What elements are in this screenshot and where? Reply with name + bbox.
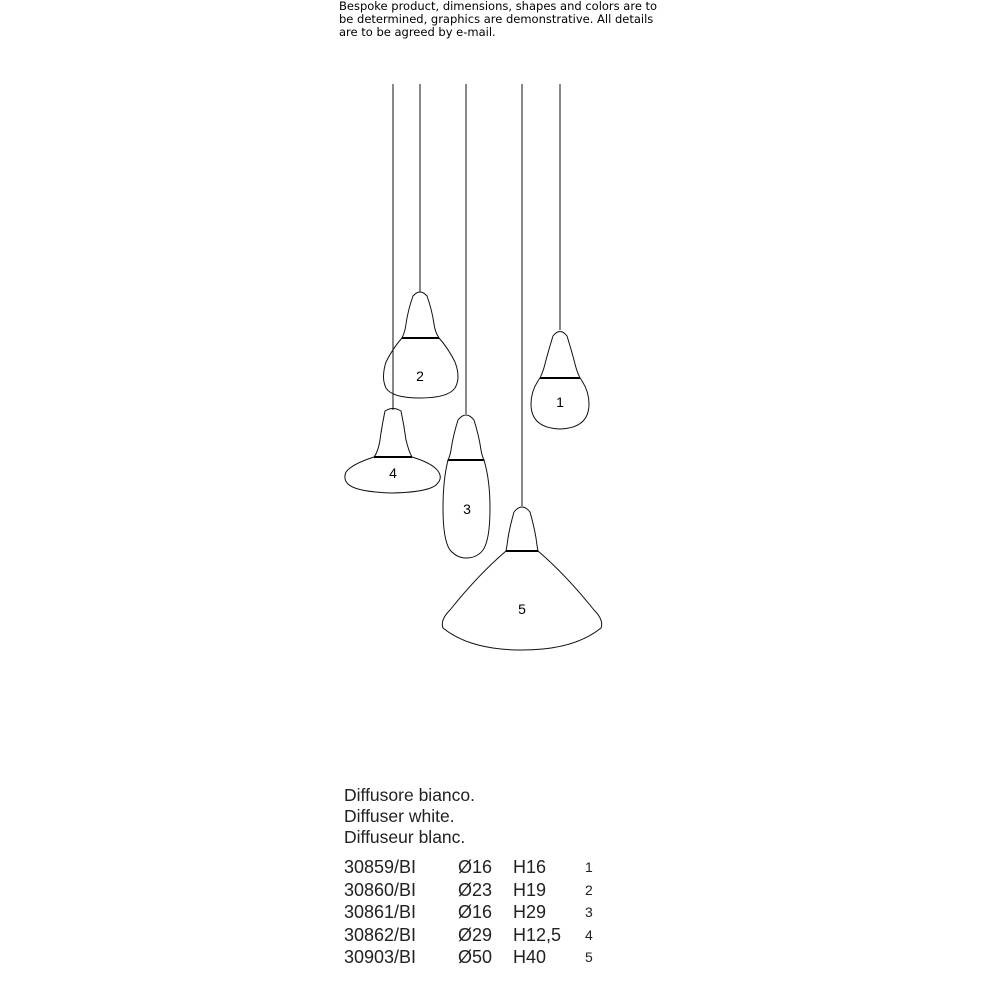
product-code: 30859/BI	[344, 857, 417, 878]
table-row	[344, 924, 593, 947]
product-ref: 2	[585, 881, 593, 898]
product-code: 30903/BI	[344, 947, 417, 968]
product-height: H29	[513, 902, 547, 923]
product-legend	[344, 785, 644, 969]
lamp-4	[345, 84, 440, 493]
product-diameter: Ø50	[458, 947, 493, 968]
product-ref: 4	[585, 926, 593, 943]
product-ref: 3	[585, 904, 593, 921]
lamp-3-label: 3	[463, 501, 471, 517]
product-ref: 1	[585, 859, 593, 876]
product-code: 30860/BI	[344, 879, 417, 900]
table-row	[344, 856, 593, 879]
product-height: H12,5	[513, 924, 562, 945]
lamp-5-neck	[506, 507, 538, 551]
lamp-3	[443, 84, 490, 558]
product-diameter: Ø16	[458, 857, 493, 878]
lamp-2-neck	[402, 292, 439, 338]
lamp-2-label: 2	[416, 368, 424, 384]
lamp-1	[531, 84, 589, 429]
product-code: 30861/BI	[344, 902, 417, 923]
product-height: H16	[513, 857, 547, 878]
lamp-1-label: 1	[556, 394, 564, 410]
description-fr: Diffuseur blanc.	[344, 827, 466, 847]
lamp-4-label: 4	[389, 465, 397, 481]
table-row	[344, 901, 593, 924]
lamp-3-neck	[448, 415, 484, 460]
product-height: H19	[513, 879, 547, 900]
product-diameter: Ø16	[458, 902, 493, 923]
disclaimer-text: Bespoke product, dimensions, shapes and colors are to be determined, graphics are demonstrative. All details are to be agreed by e-mail.	[339, 0, 658, 39]
product-diameter: Ø23	[458, 879, 493, 900]
table-row	[344, 879, 593, 902]
lamp-1-neck	[540, 332, 580, 379]
product-diameter: Ø29	[458, 924, 493, 945]
product-code: 30862/BI	[344, 924, 417, 945]
lamp-4-neck	[374, 409, 412, 458]
table-row	[344, 946, 593, 969]
description-en: Diffuser white.	[344, 806, 455, 826]
product-table	[344, 856, 593, 969]
lamp-2	[384, 84, 459, 398]
product-height: H40	[513, 947, 547, 968]
lamp-5-label: 5	[518, 601, 526, 617]
product-ref: 5	[585, 949, 593, 966]
description-it: Diffusore bianco.	[344, 785, 476, 805]
